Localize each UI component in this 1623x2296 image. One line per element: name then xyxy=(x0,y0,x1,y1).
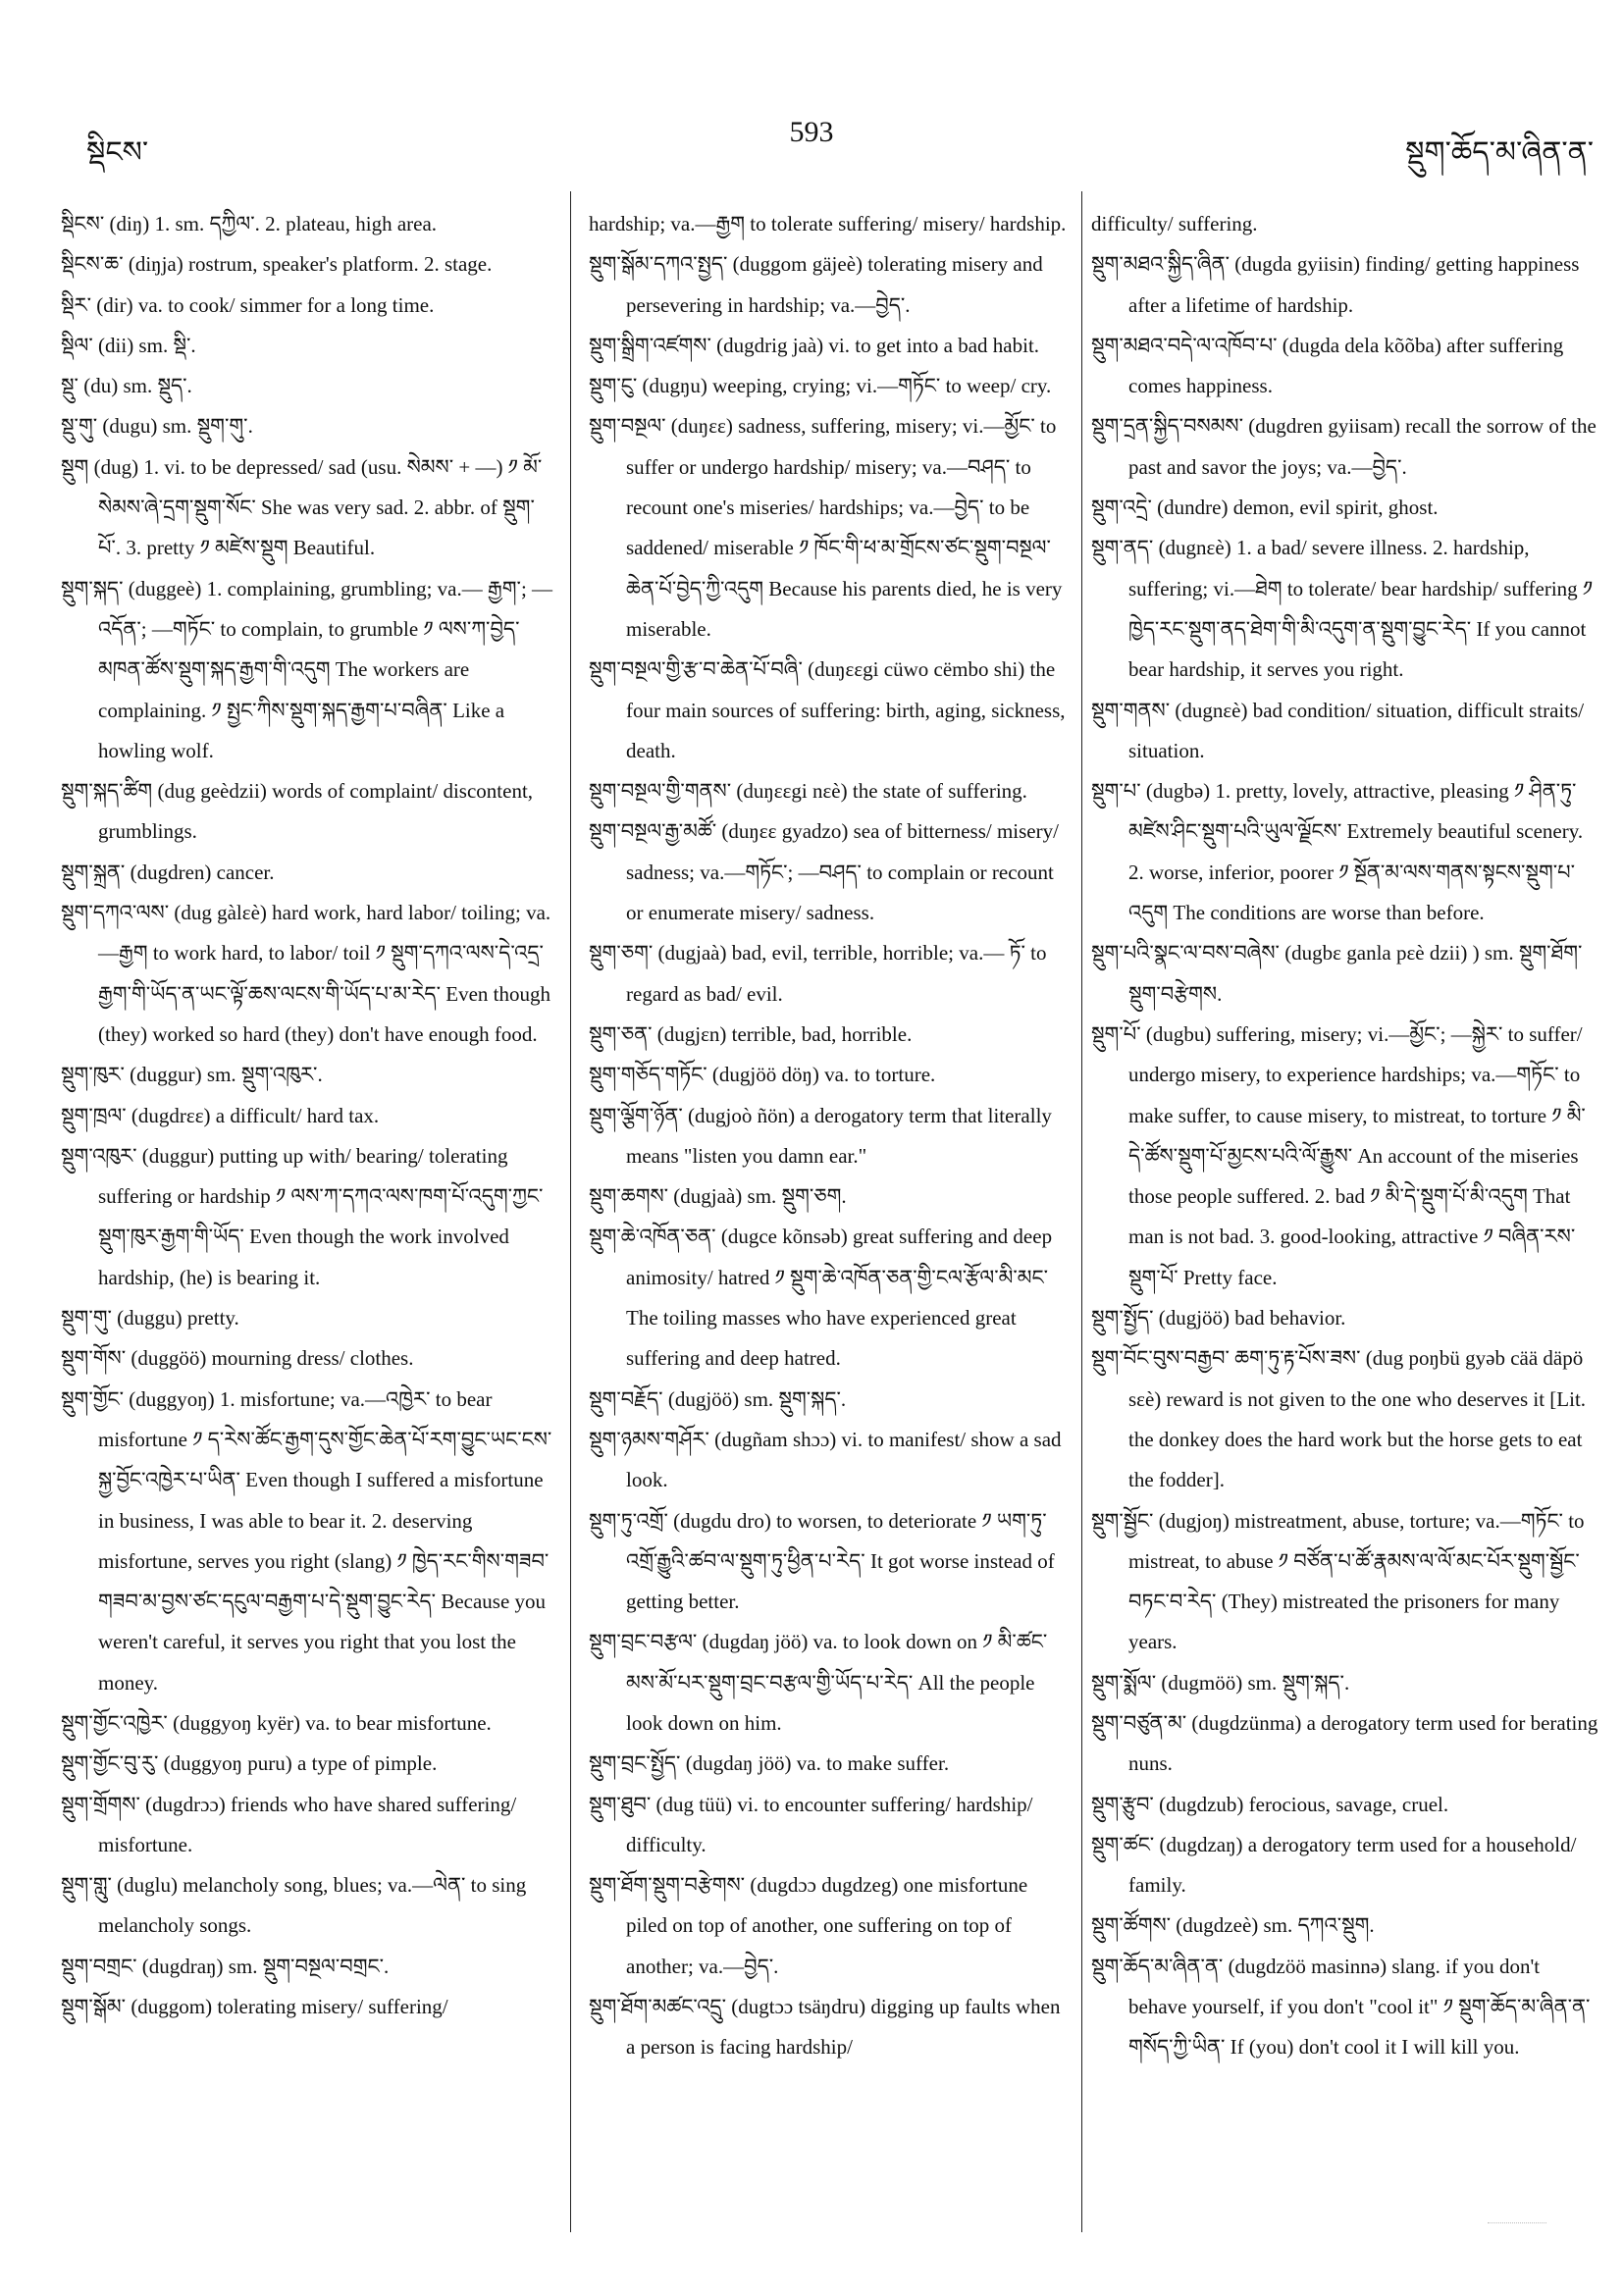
dictionary-entry: སྡུག་ཆོད་མ་ཞིན་ན་ (dugdzöö masinnə) slang. if you don't behave yourself, if you don't "cool it" ༡ སྡུག་ཆོད་མ་ཞིན་ན་གསོད་ཀྱི་ཡིན་ If (you) don't cool it I will kill you. xyxy=(1091,1954,1591,2060)
dictionary-entry: སྡིལ་ (dii) sm. སྡི་. xyxy=(61,333,196,357)
dictionary-entry: སྡུག་བོང་བུས་བརྒྱབ་ ཆག་ཏུ་རྟ་པོས་ཟས་ (dug poŋbü gyəb cää däpö sεè) reward is not given to the one who deserves it [Lit. the donkey does the hard work but the horse gets to eat the fodder]. xyxy=(1091,1346,1587,1492)
page-header xyxy=(0,116,1623,175)
dictionary-entry: སྡུག་ཅན་ (dugjεn) terrible, bad, horrible. xyxy=(589,1021,913,1046)
dictionary-entry: སྡུག་འཁུར་ (duggur) putting up with/ bearing/ tolerating suffering or hardship ༡ ལས་ཀ་དཀའ་ལས་ཁག་པོ་འདུག་ཀྱང་སྡུག་ཁུར་རྒྱག་གི་ཡོད་ Even though the work involved hardship, (he) is bearing it. xyxy=(61,1143,544,1289)
dictionary-entry: སྡུག་བསྔལ་རྒྱ་མཚོ་ (duŋεε gyadzo) sea of bitterness/ misery/ sadness; va.—གཏོང་; —བཤད་ to complain or recount or enumerate misery/ sadness. xyxy=(589,819,1059,925)
dictionary-entry: སྡུག་ངུ་ (dugŋu) weeping, crying; vi.—གཏོང་ to weep/ cry. xyxy=(589,374,1052,398)
dictionary-entry: སྡུག (dug) 1. vi. to be depressed/ sad (usu. སེམས་ + —) ༡ མོ་སེམས་ཞེ་དྲག་སྡུག་སོང་ She was very sad. 2. abbr. of སྡུག་པོ་. 3. pretty ༡ མཛེས་སྡུག Beautiful. xyxy=(61,454,543,560)
dictionary-entry: སྡིངས་ཆ་ (diŋja) rostrum, speaker's platform. 2. stage. xyxy=(61,252,493,277)
guide-word-right: སྡུག་ཆོད་མ་ཞིན་ན་ xyxy=(1405,136,1594,169)
dictionary-entry: སྡུག་བཙུན་མ་ (dugdzünma) a derogatory term used for berating nuns. xyxy=(1091,1710,1598,1776)
dictionary-entry: སྡུག་སྨོལ་ (dugmöö) sm. སྡུག་སྐད་. xyxy=(1091,1670,1350,1695)
dictionary-entry: སྡུག་ཁུར་ (duggur) sm. སྡུག་འཁུར་. xyxy=(61,1063,323,1087)
dictionary-entry: སྡུག་གྱོང་འཁྱེར་ (duggyoŋ kyër) va. to bear misfortune. xyxy=(61,1710,492,1735)
dictionary-entry: སྡུག་བྲང་བརྩལ་ (dugdaŋ jöö) va. to look down on ༡ མི་ཚང་མས་མོ་པར་སྡུག་བྲང་བརྩལ་གྱི་ཡོད་པ་རེད་ All the people look down on him. xyxy=(589,1630,1048,1735)
dictionary-entry: སྡུག་གྱོང་བུ་རུ་ (duggyoŋ puru) a type of pimple. xyxy=(61,1751,438,1776)
dictionary-entry: སྡུག་ཆེ་འཁོན་ཅན་ (dugce kõnsəb) great suffering and deep animosity/ hatred ༡ སྡུག་ཆེ་འཁོན་ཅན་གྱི་ངལ་རྩོལ་མི་མང་ The toiling masses who have experienced great suffering and deep hatred. xyxy=(589,1225,1053,1371)
dictionary-entry: སྡིར་ (dir) va. to cook/ simmer for a long time. xyxy=(61,292,435,317)
column-3 xyxy=(1091,204,1601,2265)
dictionary-entry: སྡུག་བསྔལ་གྱི་རྩ་བ་ཆེན་པོ་བཞི་ (duŋεεgi cüwo cëmbo shi) the four main sources of suffering: birth, aging, sickness, death. xyxy=(589,657,1066,762)
dictionary-entry: སྡུག་ཅག་ (dugjaà) bad, evil, terrible, horrible; va.— ཏོ་ to regard as bad/ evil. xyxy=(589,941,1047,1006)
dictionary-entry: སྡུག་སྒྲིག་འཛགས་ (dugdrig jaà) vi. to get into a bad habit. xyxy=(589,333,1040,357)
dictionary-entry: སྡུག་པོ་ (dugbu) suffering, misery; vi.—མྱོང་; —སྐྱེར་ to suffer/ undergo misery, to experience hardships; va.—གཏོང་ to make suffer, to cause misery, to mistreat, to torture ༡ མི་དེ་ཚོས་སྡུག་པོ་མྱངས་པའི་ལོ་རྒྱུས་ An account of the miseries those people suffered. 2. bad ༡ མི་དེ་སྡུག་པོ་མི་འདུག That man is not bad. 3. good-looking, attractive ༡ བཞིན་རས་སྡུག་པོ་ Pretty face. xyxy=(1091,1021,1586,1289)
dictionary-entry: སྡུག་གླུ་ (duglu) melancholy song, blues; va.—ལེན་ to sing melancholy songs. xyxy=(61,1873,527,1938)
dictionary-entry: སྡུག་ལྕོག་ཉོན་ (dugjoò ñön) a derogatory term that literally means "listen you damn ear." xyxy=(589,1103,1052,1168)
dictionary-entry: སྡུག་ཉམས་གཤོར་ (dugñam shɔɔ) vi. to manifest/ show a sad look. xyxy=(589,1427,1062,1492)
dictionary-entry: སྡུག་དཀའ་ལས་ (dug gàlεè) hard work, hard labor/ toiling; va.—རྒྱག to work hard, to labor/ toil ༡ སྡུག་དཀའ་ལས་དེ་འདྲ་རྒྱག་གི་ཡོད་ན་ཡང་ལྟོ་ཆས་ལངས་གི་ཡོད་པ་མ་རེད་ Even though (they) worked so hard (they) don't have enough food. xyxy=(61,901,551,1046)
dictionary-entry: difficulty/ suffering. xyxy=(1091,212,1258,235)
dictionary-entry: སྡུག་གྱོང་ (duggyoŋ) 1. misfortune; va.—འཁྱེར་ to bear misfortune ༡ ད་རེས་ཚོང་རྒྱག་དུས་གྱོང་ཆེན་པོ་རག་བྱུང་ཡང་ངས་སྐྱ་བྱོང་འཁྱེར་པ་ཡིན་ Even though I suffered a misfortune in business, I was able to bear it. 2. deserving misfortune, serves you right (slang) ༡ ཁྱེད་རང་གིས་གཟབ་གཟབ་མ་བྱས་ཙང་དངུལ་བརྒྱག་པ་དེ་སྡུག་བྱུང་རེད་ Because you weren't careful, it serves you right that you lost the money. xyxy=(61,1386,552,1695)
dictionary-entry: སྡུག་སྒོམ་དཀའ་སྤྱད་ (duggom gäjeè) tolerating misery and persevering in hardship; va.—བྱེད་. xyxy=(589,252,1043,317)
dictionary-entry: སྡིངས་ (diŋ) 1. sm. དཀྱིལ་. 2. plateau, high area. xyxy=(61,212,438,235)
dictionary-entry: སྡུག་ཚོགས་ (dugdzeè) sm. དཀའ་སྡུག. xyxy=(1091,1913,1375,1938)
dictionary-entry: སྡུག་རྩུབ་ (dugdzub) ferocious, savage, cruel. xyxy=(1091,1792,1449,1816)
dictionary-entry: སྡུག་བགྲང་ (dugdraŋ) sm. སྡུག་བསྔལ་བགྲང་. xyxy=(61,1954,390,1978)
dictionary-entry: སྡུག་ཐུབ་ (dug tüü) vi. to encounter suffering/ hardship/ difficulty. xyxy=(589,1792,1033,1856)
column-divider xyxy=(570,191,571,2232)
dictionary-entry: སྡུག་གུ་ (duggu) pretty. xyxy=(61,1306,239,1331)
dictionary-entry: སྡུག་སྐད་ (duggeè) 1. complaining, grumbling; va.— རྒྱག་; —འདོན་; —གཏོང་ to complain, to grumble ༡ ལས་ཀ་བྱེད་མཁན་ཚོས་སྡུག་སྐད་རྒྱག་གི་འདུག The workers are complaining. ༡ སྤྱང་ཀིས་སྡུག་སྐད་རྒྱག་པ་བཞིན་ Like a howling wolf. xyxy=(61,576,553,762)
column-2 xyxy=(589,204,1067,2265)
dictionary-entry: སྡུག་བསྔལ་གྱི་གནས་ (duŋεεgi nεè) the state of suffering. xyxy=(589,779,1027,804)
dictionary-entry: སྡུག་བྲང་སྤྱོད་ (dugdaŋ jöö) va. to make suffer. xyxy=(589,1751,950,1776)
guide-word-left: སྡིངས་ xyxy=(86,136,149,169)
dictionary-entry: སྡུག་པའི་སྣང་ལ་བས་བཞེས་ (dugbε ganla pεè dzii) ) sm. སྡུག་ཐོག་སྡུག་བརྩེགས. xyxy=(1091,941,1583,1006)
dictionary-entry: སྡུག་ཁྲལ་ (dugdrεε) a difficult/ hard tax. xyxy=(61,1103,380,1127)
page-number: 593 xyxy=(789,116,834,148)
dictionary-entry: hardship; va.—རྒྱག to tolerate suffering/ misery/ hardship. xyxy=(589,212,1067,235)
dictionary-entry: སྡུ་ (du) sm. སྡུད་. xyxy=(61,374,192,398)
dictionary-entry: སྡུག་སྦྱོང་ (dugjoŋ) mistreatment, abuse, torture; va.—གཏོང་ to mistreat, to abuse ༡ བཙོན་པ་ཚོ་རྣམས་ལ་ལོ་མང་པོར་སྡུག་སྦྱོང་བཏང་བ་རེད་ (They) mistreated the prisoners for many years. xyxy=(1091,1508,1585,1654)
scan-artifact xyxy=(1488,2222,1546,2237)
dictionary-entry: སྡུག་དྲན་སྐྱིད་བསམས་ (dugdren gyiisam) recall the sorrow of the past and savor the joys; va.—བྱེད་. xyxy=(1091,414,1597,479)
dictionary-entry: སྡུག་སྐྲན་ (dugdren) cancer. xyxy=(61,860,275,884)
dictionary-entry: སྡུག་སྒོམ་ (duggom) tolerating misery/ suffering/ xyxy=(61,1995,448,2019)
dictionary-entry: སྡུག་ཐོག་མཚང་འདྲུ་ (dugtɔɔ tsäŋdru) digging up faults when a person is facing hardship/ xyxy=(589,1995,1061,2060)
dictionary-entry: སྡུག་ཚང་ (dugdzaŋ) a derogatory term used for a household/ family. xyxy=(1091,1832,1577,1898)
dictionary-entry: སྡུག་གྲོགས་ (dugdrɔɔ) friends who have shared suffering/ misfortune. xyxy=(61,1792,517,1856)
column-1 xyxy=(61,204,554,2265)
dictionary-entry: སྡུག་གཅོད་གཏོང་ (dugjöö döŋ) va. to torture. xyxy=(589,1063,936,1087)
column-divider xyxy=(1081,191,1082,2232)
dictionary-entry: སྡུག་ནད་ (dugnεè) 1. a bad/ severe illness. 2. hardship, suffering; vi.—ཐེག to tolerate/ bear hardship/ suffering ༡ ཁྱེད་རང་སྡུག་ནད་ཐེག་གི་མི་འདུག་ན་སྡུག་བྱུང་རེད་ If you cannot bear hardship, it serves you right. xyxy=(1091,536,1594,682)
dictionary-entry: སྡུག་སྤྱོད་ (dugjöö) bad behavior. xyxy=(1091,1306,1346,1331)
dictionary-entry: སྡུག་ཐོག་སྡུག་བརྩེགས་ (dugdɔɔ dugdzeg) one misfortune piled on top of another, one suffering on top of another; va.—བྱེད་. xyxy=(589,1873,1028,1978)
dictionary-entry: སྡུག་མཐའ་བདེ་ལ་འཁོབ་པ་ (dugda dela kõõba) after suffering comes happiness. xyxy=(1091,333,1564,398)
dictionary-entry: སྡུག་བསྔལ་ (duŋεε) sadness, suffering, misery; vi.—མྱོང་ to suffer or undergo hardship/ misery; va.—བཤད་ to recount one's miseries/ hardships; va.—བྱེད་ to be saddened/ miserable ༡ ཁོང་གི་ཕ་མ་གྲོངས་ཙང་སྡུག་བསྔལ་ཆེན་པོ་བྱེད་ཀྱི་འདུག Because his parents died, he is very miserable. xyxy=(589,414,1063,641)
dictionary-entry: སྡུག་མཐའ་སྐྱིད་ཞིན་ (dugda gyiisin) finding/ getting happiness after a lifetime of hardship. xyxy=(1091,252,1580,317)
dictionary-entry: སྡུག་པ་ (dugbə) 1. pretty, lovely, attractive, pleasing ༡ ཤིན་ཏུ་མཛེས་ཤིང་སྡུག་པའི་ཡུལ་ལྗོངས་ Extremely beautiful scenery. 2. worse, inferior, poorer ༡ སྔོན་མ་ལས་གནས་སྟངས་སྡུག་པ་འདུག The conditions are worse than before. xyxy=(1091,779,1584,925)
dictionary-entry: སྡུག་སྐད་ཚིག (dug geèdzii) words of complaint/ discontent, grumblings. xyxy=(61,779,534,844)
dictionary-entry: སྡུག་གོས་ (duggöö) mourning dress/ clothes. xyxy=(61,1346,414,1371)
dictionary-entry: སྡུ་གུ་ (dugu) sm. སྡུག་གུ་. xyxy=(61,414,253,439)
dictionary-entry: སྡུག་ཏུ་འགྲོ་ (dugdu dro) to worsen, to deteriorate ༡ ཡག་ཏུ་འགྲོ་རྒྱུའི་ཚབ་ལ་སྡུག་ཏུ་ཕྱིན་པ་རེད་ It got worse instead of getting better. xyxy=(589,1508,1055,1614)
dictionary-entry: སྡུག་འདྲེ་ (dundre) demon, evil spirit, ghost. xyxy=(1091,496,1439,520)
dictionary-entry: སྡུག་ཆགས་ (dugjaà) sm. སྡུག་ཅག. xyxy=(589,1184,847,1209)
dictionary-entry: སྡུག་བརྗོད་ (dugjöö) sm. སྡུག་སྐད་. xyxy=(589,1386,847,1411)
dictionary-entry: སྡུག་གནས་ (dugnεè) bad condition/ situation, difficult straits/ situation. xyxy=(1091,698,1585,762)
